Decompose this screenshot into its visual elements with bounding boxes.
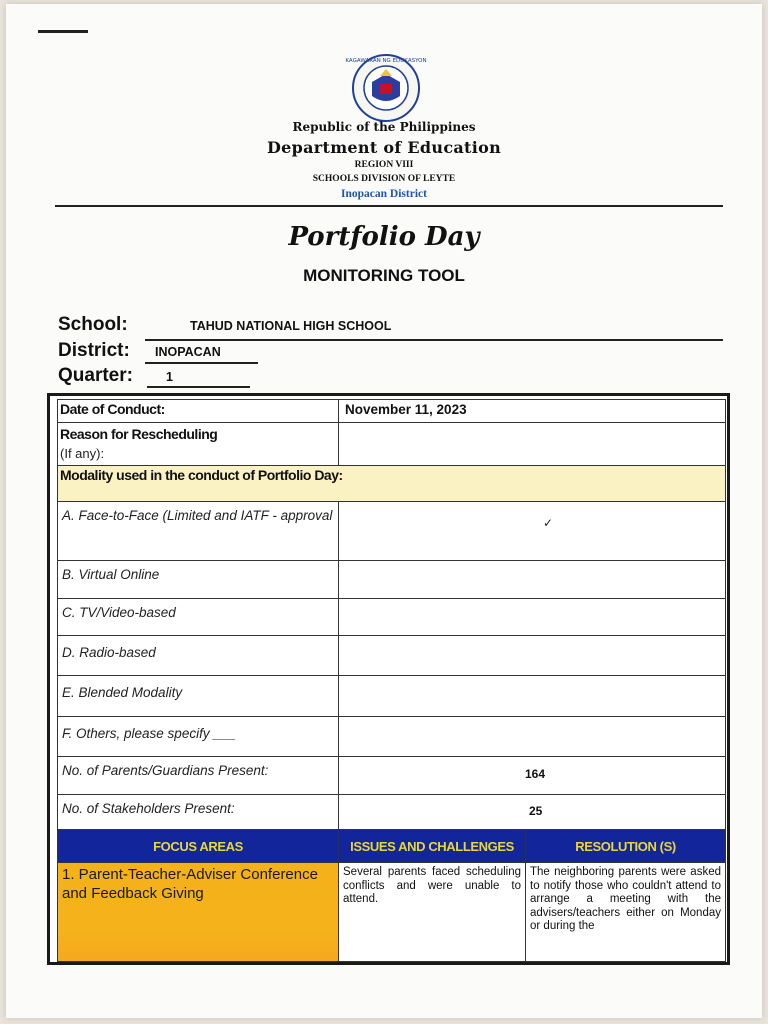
top-dash-mark — [38, 30, 88, 33]
modality-f-value — [338, 716, 726, 757]
modality-c-value — [338, 598, 726, 636]
district-underline — [145, 362, 258, 364]
header-republic: Republic of the Philippines — [292, 120, 476, 134]
column-header-resolution: RESOLUTION (S) — [525, 829, 726, 863]
modality-d-label: D. Radio-based — [57, 635, 339, 676]
date-label-cell — [57, 399, 339, 423]
date-label: Date of Conduct: — [60, 401, 165, 417]
modality-header: Modality used in the conduct of Portfolio Day: — [60, 467, 343, 483]
district-value: INOPACAN — [155, 345, 221, 359]
quarter-underline — [147, 386, 250, 388]
header-division: SCHOOLS DIVISION OF LEYTE — [312, 174, 456, 184]
issues-cell-1: Several parents faced scheduling conflicts and were unable to attend. — [338, 862, 526, 962]
monitoring-form — [47, 393, 730, 965]
date-value-cell — [338, 399, 726, 423]
header-region: REGION VIII — [354, 160, 414, 170]
modality-a-label: A. Face-to-Face (Limited and IATF - approval — [57, 501, 339, 561]
focus-area-cell — [57, 862, 339, 962]
stakeholders-label: No. of Stakeholders Present: — [57, 794, 339, 830]
stakeholders-value: 25 — [529, 804, 543, 818]
modality-e-label: E. Blended Modality — [57, 675, 339, 717]
title-script: Portfolio Day — [288, 222, 480, 252]
modality-a-check: ✓ — [338, 501, 726, 561]
page-title: MONITORING TOOL — [303, 266, 465, 285]
parents-value: 164 — [525, 767, 546, 781]
district-label: District: — [58, 340, 130, 361]
reason-label-cell — [57, 422, 339, 466]
date-value: November 11, 2023 — [345, 402, 467, 417]
parents-value-cell — [338, 756, 726, 795]
modality-b-value — [338, 560, 726, 599]
modality-header-cell — [57, 465, 726, 502]
focus-area-1: 1. Parent-Teacher-Adviser Conference and Feedback Giving — [62, 866, 318, 902]
column-header-focus: FOCUS AREAS — [57, 829, 339, 863]
reason-note: (If any): — [60, 446, 105, 461]
quarter-label: Quarter: — [58, 365, 133, 386]
modality-d-value — [338, 635, 726, 676]
modality-c-label: C. TV/Video-based — [57, 598, 339, 636]
quarter-value: 1 — [166, 370, 173, 384]
header-district: Inopacan District — [341, 188, 427, 200]
parents-label: No. of Parents/Guardians Present: — [57, 756, 339, 795]
seal-text: KAGAWARAN NG EDUKASYON — [345, 58, 427, 64]
resolution-cell-1: The neighboring parents were asked to notify those who couldn't attend to arrange a meeting with the advisers/teachers either on Monday or during the — [525, 862, 726, 962]
modality-f-label: F. Others, please specify ___ — [57, 716, 339, 757]
deped-seal-icon — [345, 52, 427, 124]
header-department: Department of Education — [266, 138, 502, 157]
modality-b-label: B. Virtual Online — [57, 560, 339, 599]
stakeholders-value-cell — [338, 794, 726, 830]
school-label: School: — [58, 314, 128, 335]
school-underline — [145, 339, 723, 341]
column-header-issues: ISSUES AND CHALLENGES — [338, 829, 526, 863]
header-divider — [55, 205, 723, 207]
reason-label: Reason for Rescheduling — [60, 426, 218, 442]
reason-value-cell — [338, 422, 726, 466]
modality-e-value — [338, 675, 726, 717]
school-value: TAHUD NATIONAL HIGH SCHOOL — [190, 319, 392, 333]
